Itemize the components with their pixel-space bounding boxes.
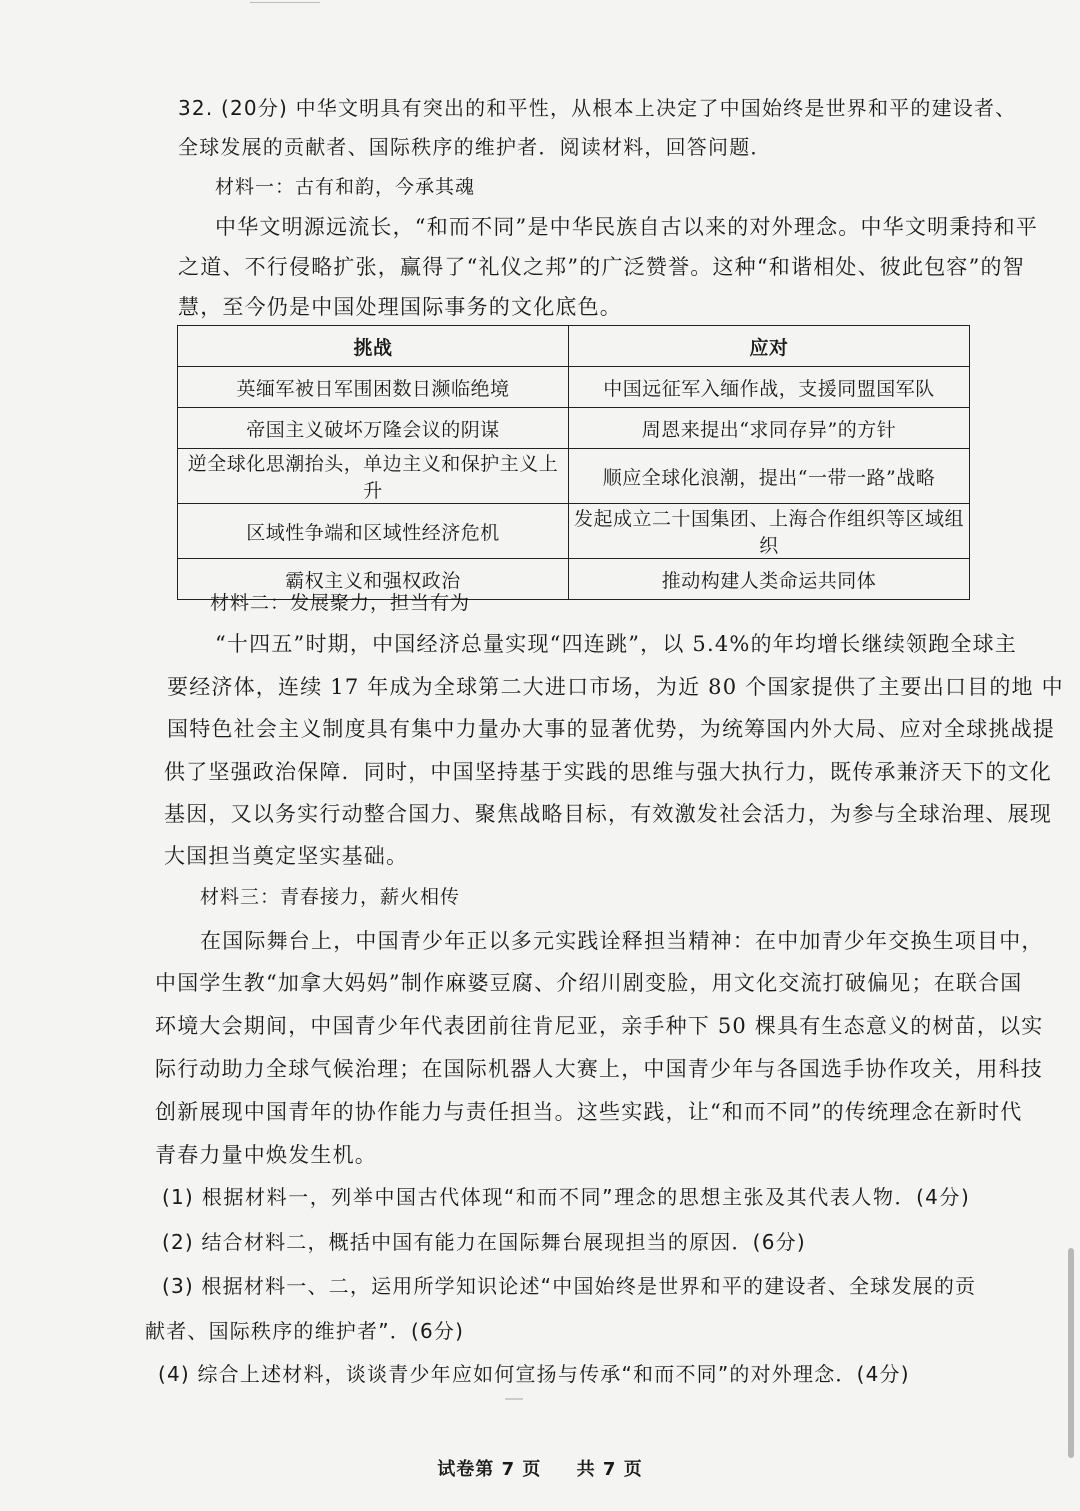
- challenge-cell: 霸权主义和强权政治: [178, 559, 569, 600]
- material1-line1: 中华文明源远流长，“和而不同”是中华民族自古以来的对外理念。中华文明秉持和平: [215, 215, 1039, 239]
- sub-question-2: (2) 结合材料二，概括中国有能力在国际舞台展现担当的原因．(6分): [162, 1230, 806, 1254]
- material2-line2: 要经济体，连续 17 年成为全球第二大进口市场，为近 80 个国家提供了主要出口目的地 中: [167, 675, 1064, 699]
- page-footer: [0, 1455, 1080, 1481]
- material3-line5: 创新展现中国青年的协作能力与责任担当。这些实践，让“和而不同”的传统理念在新时代: [155, 1100, 1023, 1124]
- sub-question-3-line1: (3) 根据材料一、二，运用所学知识论述“中国始终是世界和平的建设者、全球发展的贡: [162, 1274, 977, 1298]
- response-cell: 顺应全球化浪潮，提出“一带一路”战略: [569, 449, 970, 504]
- material2-line6: 大国担当奠定坚实基础。: [164, 844, 409, 868]
- challenge-cell: 区域性争端和区域性经济危机: [178, 504, 569, 559]
- response-cell: 推动构建人类命运共同体: [569, 559, 970, 600]
- table-row: [178, 504, 970, 559]
- material1-heading: 材料一：古有和韵，今承其魂: [215, 176, 476, 198]
- material2-line3: 国特色社会主义制度具有集中力量办大事的显著优势，为统筹国内外大局、应对全球挑战提: [167, 717, 1055, 741]
- table-header-row: [178, 326, 970, 367]
- question-intro-line1: 32. (20分) 中华文明具有突出的和平性，从根本上决定了中国始终是世界和平的建设者、: [178, 96, 1017, 120]
- response-cell: 中国远征军入缅作战，支援同盟国军队: [569, 367, 970, 408]
- material3-line4: 际行动助力全球气候治理；在国际机器人大赛上，中国青少年与各国选手协作攻关，用科技: [155, 1057, 1043, 1081]
- page-number: 试卷第 7 页: [437, 1459, 542, 1480]
- scan-artifact: [505, 1398, 523, 1400]
- sub-question-4: (4) 综合上述材料，谈谈青少年应如何宣扬与传承“和而不同”的对外理念．(4分): [158, 1362, 910, 1386]
- table-row: [178, 408, 970, 449]
- response-cell: 发起成立二十国集团、上海合作组织等区域组织: [569, 504, 970, 559]
- material3-line2: 中国学生教“加拿大妈妈”制作麻婆豆腐、介绍川剧变脸，用文化交流打破偏见；在联合国: [155, 971, 1023, 995]
- scrollbar[interactable]: [1068, 1248, 1074, 1458]
- material2-heading: 材料二：发展聚力，担当有为: [210, 592, 471, 614]
- material1-line2: 之道、不行侵略扩张，赢得了“礼仪之邦”的广泛赞誉。这种“和谐相处、彼此包容”的智: [178, 255, 1025, 279]
- material3-line3: 环境大会期间，中国青少年代表团前往肯尼亚，亲手种下 50 棵具有生态意义的树苗，以实: [155, 1014, 1044, 1038]
- sub-question-3-line2: 献者、国际秩序的维护者”．(6分): [145, 1319, 465, 1343]
- challenge-cell: 帝国主义破坏万隆会议的阴谋: [178, 408, 569, 449]
- challenge-cell: 逆全球化思潮抬头，单边主义和保护主义上升: [178, 449, 569, 504]
- table-row: [178, 367, 970, 408]
- header-response: 应对: [569, 326, 970, 367]
- table-row: [178, 449, 970, 504]
- material2-line1: “十四五”时期，中国经济总量实现“四连跳”，以 5.4%的年均增长继续领跑全球主: [215, 632, 1017, 656]
- header-challenge: 挑战: [178, 326, 569, 367]
- page-total: 共 7 页: [576, 1459, 643, 1480]
- material2-line5: 基因，又以务实行动整合国力、聚焦战略目标，有效激发社会活力，为参与全球治理、展现: [164, 802, 1052, 826]
- material3-line6: 青春力量中焕发生机。: [155, 1143, 377, 1167]
- material3-heading: 材料三：青春接力，薪火相传: [200, 886, 461, 908]
- response-cell: 周恩来提出“求同存异”的方针: [569, 408, 970, 449]
- sub-question-1: (1) 根据材料一，列举中国古代体现“和而不同”理念的思想主张及其代表人物．(4分): [162, 1185, 970, 1209]
- challenge-cell: 英缅军被日军围困数日濒临绝境: [178, 367, 569, 408]
- question-intro-line2: 全球发展的贡献者、国际秩序的维护者．阅读材料，回答问题．: [178, 135, 772, 159]
- material3-line1: 在国际舞台上，中国青少年正以多元实践诠释担当精神：在中加青少年交换生项目中，: [200, 929, 1044, 953]
- material2-line4: 供了坚强政治保障．同时，中国坚持基于实践的思维与强大执行力，既传承兼济天下的文化: [164, 760, 1052, 784]
- scan-artifact: [250, 2, 320, 3]
- challenge-response-table: [177, 325, 970, 600]
- material1-line3: 慧，至今仍是中国处理国际事务的文化底色。: [178, 295, 622, 319]
